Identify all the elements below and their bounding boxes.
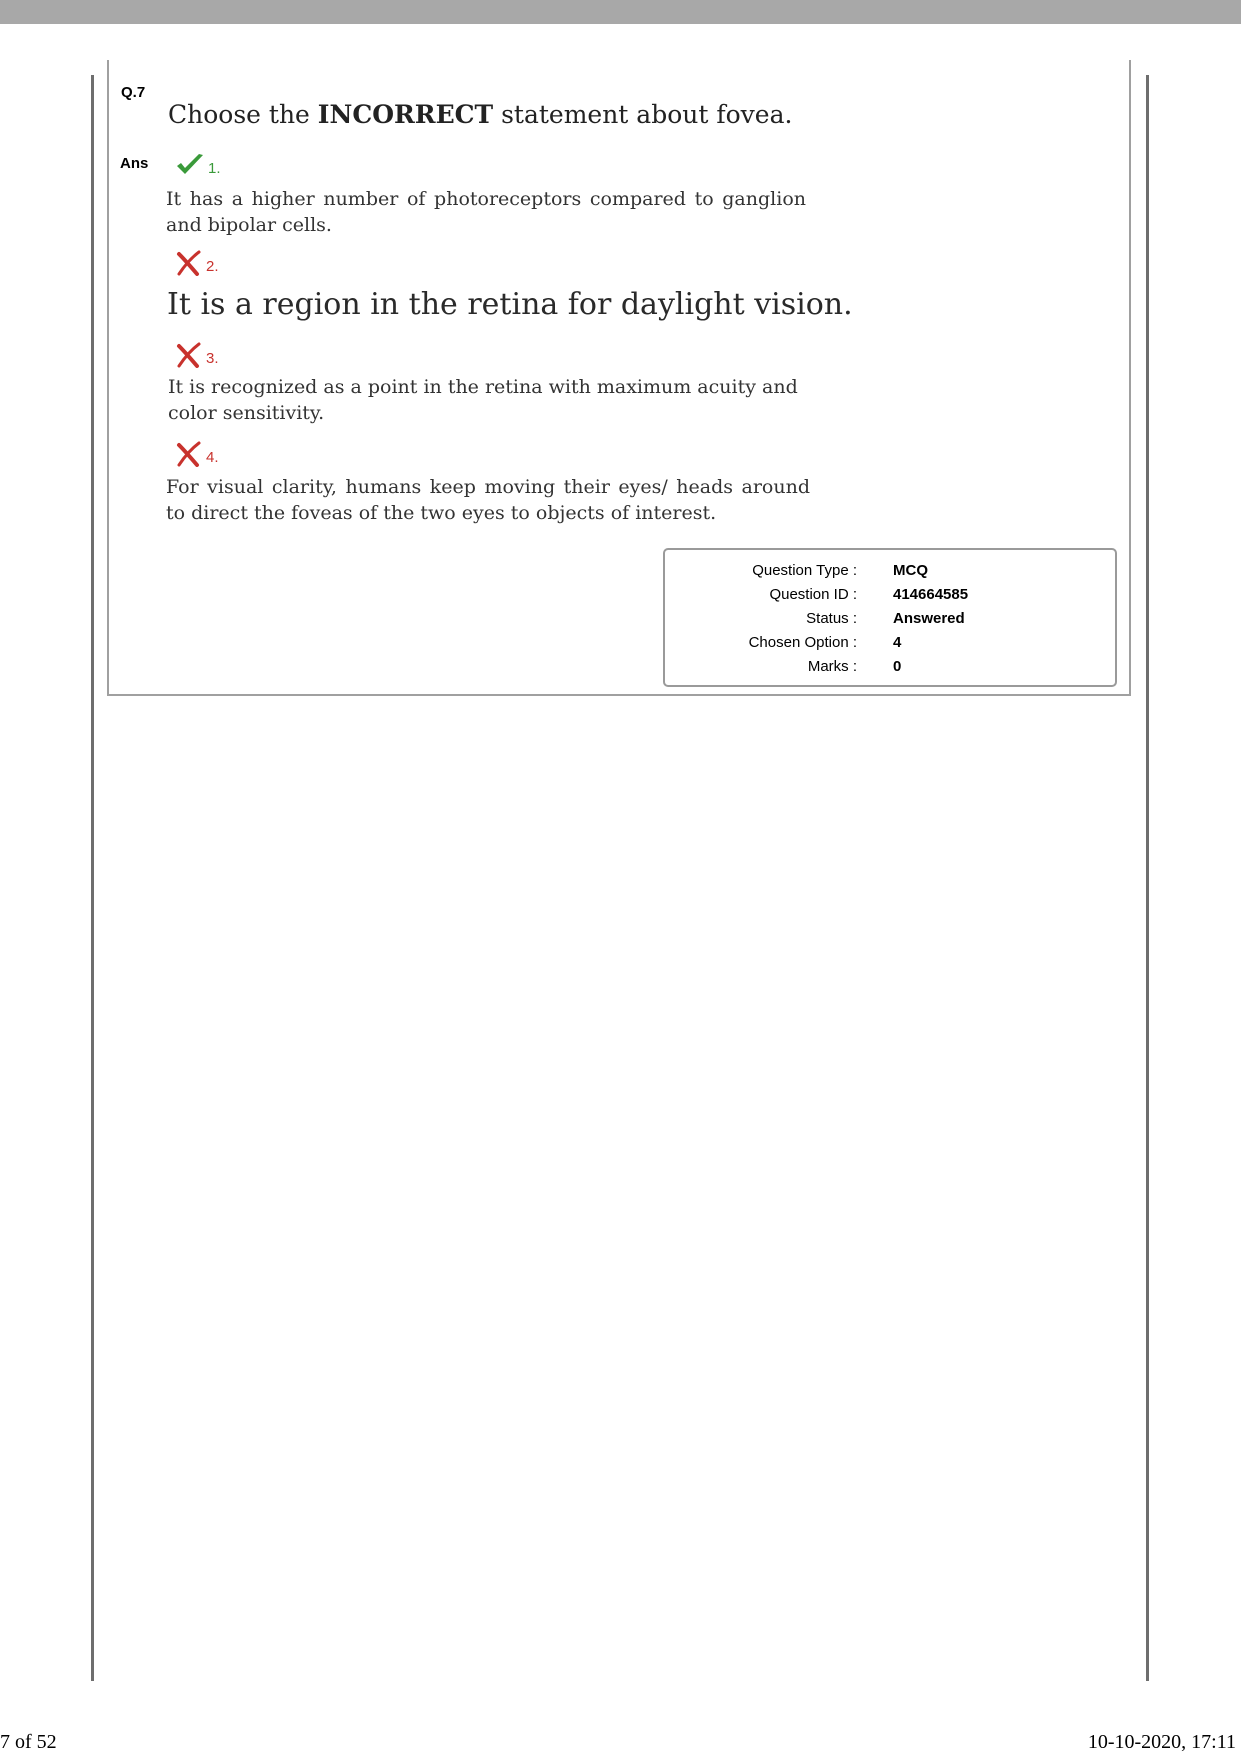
- option-4-text: For visual clarity, humans keep moving their eyes/ heads around to direct the foveas of the two eyes to objects of interest.: [166, 476, 810, 524]
- chosen-option-label: Chosen Option :: [748, 634, 857, 651]
- page-right-border: [1146, 75, 1149, 1681]
- option-1-mark: [175, 152, 221, 178]
- cross-icon: [175, 441, 203, 467]
- question-id-label: Question ID :: [769, 586, 857, 603]
- question-text-suffix: statement about fovea.: [493, 100, 793, 129]
- option-2-text: It is a region in the retina for daylight vision.: [167, 287, 853, 322]
- cross-icon: [175, 250, 203, 276]
- option-3-mark: [175, 342, 219, 368]
- option-2-label: 2.: [206, 257, 219, 275]
- marks-value: 0: [893, 658, 902, 675]
- print-datetime: 10-10-2020, 17:11: [1087, 1731, 1236, 1753]
- status-row: [665, 610, 1119, 634]
- chosen-option-row: [665, 634, 1119, 658]
- question-type-row: [665, 562, 1119, 586]
- question-text-prefix: Choose the: [168, 100, 318, 129]
- check-icon: [175, 152, 205, 178]
- option-4-mark: [175, 441, 219, 467]
- cross-icon: [175, 342, 203, 368]
- top-bar: [0, 0, 1241, 24]
- question-info-box: [663, 548, 1117, 687]
- answer-label: Ans: [120, 155, 149, 172]
- question-id-row: [665, 586, 1119, 610]
- page-number: 7 of 52: [0, 1731, 57, 1753]
- status-label: Status :: [806, 610, 857, 627]
- option-1-label: 1.: [208, 159, 221, 177]
- option-4-label: 4.: [206, 448, 219, 466]
- option-1-text: It has a higher number of photoreceptors compared to ganglion and bipolar cells.: [166, 188, 806, 236]
- option-3-label: 3.: [206, 349, 219, 367]
- question-text: [168, 100, 792, 129]
- option-2-mark: [175, 250, 219, 276]
- question-id-value: 414664585: [893, 586, 969, 603]
- question-text-emphasis: INCORRECT: [317, 100, 494, 129]
- page-left-border: [91, 75, 94, 1681]
- status-value: Answered: [893, 610, 965, 627]
- question-number: Q.7: [121, 84, 146, 101]
- question-type-label: Question Type :: [752, 562, 857, 579]
- chosen-option-value: 4: [893, 634, 902, 651]
- question-type-value: MCQ: [893, 562, 928, 579]
- marks-row: [665, 658, 1119, 682]
- option-3-text: It is recognized as a point in the retina with maximum acuity and color sensitivity.: [168, 376, 798, 424]
- marks-label: Marks :: [807, 658, 857, 675]
